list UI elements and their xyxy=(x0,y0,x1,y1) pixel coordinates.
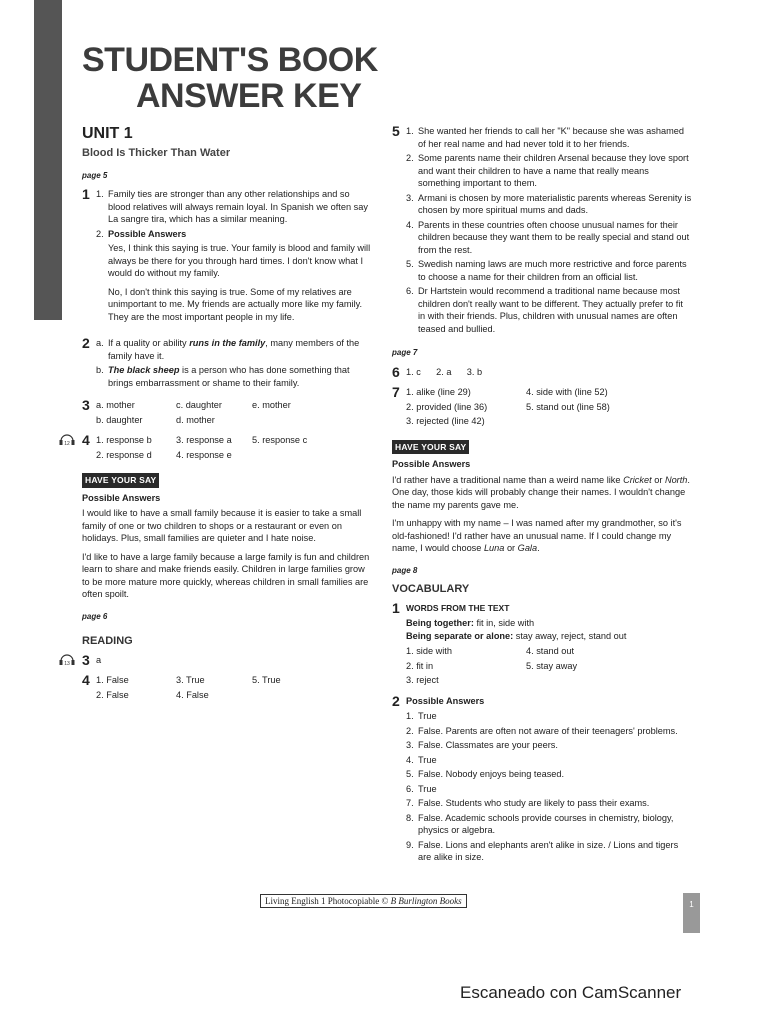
text-run: , many members of the family have it. xyxy=(108,338,360,361)
exercise-number: 6 xyxy=(392,363,400,380)
grid-answer: b. daughter xyxy=(96,414,143,425)
emphasis: Luna xyxy=(483,543,505,553)
item-text: False. Nobody enjoys being teased. xyxy=(418,769,565,779)
emphasis: The black sheep xyxy=(108,365,180,375)
item-number: 4. xyxy=(406,754,414,765)
item-text: False. Classmates are your peers. xyxy=(418,740,558,750)
grid-answer: 2. response d xyxy=(96,449,152,460)
item-number: 5. xyxy=(406,259,414,269)
definition-label: Being separate or alone: xyxy=(406,630,514,641)
title-line-1: STUDENT'S BOOK xyxy=(82,41,378,79)
vocabulary-exercise-1 xyxy=(392,599,692,687)
list-item xyxy=(406,839,692,864)
item-number: 4. xyxy=(406,219,414,230)
text-run: . One day, those kids will probably change their names. I wouldn't change the name my parents gave me. xyxy=(392,474,690,510)
item-number: b. xyxy=(96,365,104,375)
exercise-5 xyxy=(392,125,692,337)
grid-answer: 5. True xyxy=(252,675,281,685)
item-text: False. Academic schools provide courses in chemistry, biology, physics or algebra. xyxy=(418,812,674,835)
track-number: 13 xyxy=(64,660,70,666)
answer-paragraph: Yes, I think this saying is true. Your family is blood and family will always be there for you through hard times. I don't know what I would do without my family. xyxy=(108,243,371,278)
grid-answer: 1. response b xyxy=(96,435,152,445)
item-text: True xyxy=(418,783,437,794)
item-text: Some parents name their children Arsenal because they love sport and want their children to have a name that really means something important to them. xyxy=(418,153,689,188)
sidebar-bar xyxy=(34,0,62,320)
item-number: 8. xyxy=(406,812,414,823)
text-run: I'm unhappy with my name – I was named after my grandmother, so it's old-fashioned! I'd rather have an unusual name. If I could change my name, I would choose xyxy=(392,518,682,553)
item-text: Armani is chosen by more materialistic parents whereas Serenity is chosen by more spiritual mums and dads. xyxy=(418,192,692,215)
item-text: False. Students who study are likely to pass their exams. xyxy=(418,798,650,808)
unit-subtitle: Blood Is Thicker Than Water xyxy=(82,147,231,159)
item-text: She wanted her friends to call her "K" because she was ashamed of her real name and had never told it to her friends. xyxy=(418,126,684,149)
grid-answer: 2. fit in xyxy=(406,660,434,671)
grid-answer: 3. response a xyxy=(176,435,232,445)
item-number: 2. xyxy=(96,228,104,239)
emphasis: Gala xyxy=(517,543,538,553)
publisher-brand: B Burlington Books xyxy=(390,896,462,906)
reading-exercise-4 xyxy=(82,674,372,701)
exercise-number: 1 xyxy=(392,599,400,616)
list-item xyxy=(406,192,692,217)
item-text: False. Lions and elephants aren't alike in size. / Lions and tigers are alike in size. xyxy=(418,839,679,862)
scanner-watermark: Escaneado con CamScanner xyxy=(460,983,682,1002)
page-ref-5: page 5 xyxy=(82,170,108,180)
item-number: 6. xyxy=(406,783,414,794)
item-number: 6. xyxy=(406,286,414,296)
list-item xyxy=(96,364,372,389)
list-item xyxy=(406,768,692,781)
exercise-number: 5 xyxy=(392,123,400,139)
answer-paragraph: No, I don't think this saying is true. Some of my relatives are unimportant to me. My friends are actually more like my family. They are the most important people in my life. xyxy=(108,286,363,322)
definition-label: Being together: xyxy=(406,618,474,628)
list-item xyxy=(406,219,692,257)
exercise-7 xyxy=(392,386,692,428)
emphasis: runs in the family xyxy=(189,338,266,348)
grid-answer: e. mother xyxy=(252,400,291,410)
item-text xyxy=(108,337,372,362)
list-item xyxy=(96,337,372,362)
grid-answer: 1. side with xyxy=(406,646,452,656)
item-text: Possible Answers xyxy=(108,228,187,239)
title-line-2: ANSWER KEY xyxy=(136,77,362,115)
exercise-number: 4 xyxy=(82,432,90,448)
item-number: 1. xyxy=(406,711,414,721)
text-run: If a quality or ability xyxy=(108,338,190,348)
grid-answer: 5. stand out (line 58) xyxy=(526,401,610,412)
page-ref-8: page 8 xyxy=(392,565,418,575)
have-your-say-badge: HAVE YOUR SAY xyxy=(82,473,159,488)
list-item xyxy=(406,797,692,810)
grid-answer: 5. response c xyxy=(252,435,308,445)
section-subhead: Possible Answers xyxy=(82,492,161,503)
list-item xyxy=(406,710,692,723)
grid-answer: 4. side with (line 52) xyxy=(526,387,608,397)
grid-answer: c. daughter xyxy=(176,400,222,410)
item-text: Dr Hartstein would recommend a traditional name because most children don't really want to be different. They actually prefer to fit in with their friends. Plus, children with unusual names are often teased and bullied. xyxy=(418,286,683,334)
exercise-number: 4 xyxy=(82,672,90,688)
answer-paragraph xyxy=(392,474,692,512)
exercise-number: 7 xyxy=(392,384,400,400)
list-item xyxy=(406,754,692,767)
item-number: 9. xyxy=(406,839,414,850)
grid-answer: 4. False xyxy=(176,689,209,700)
item-number: a. xyxy=(96,338,104,348)
item-number: 2. xyxy=(406,725,414,736)
grid-answer: 2. provided (line 36) xyxy=(406,401,488,412)
list-item xyxy=(406,725,692,738)
grid-answer: 1. False xyxy=(96,675,129,685)
footer-text: Living English 1 Photocopiable © xyxy=(265,896,391,906)
answer-paragraph: I'd like to have a large family because a large family is fun and children learn to share and make friends easily. Children in large families grow to be more mature more quickly, whereas children in small families are often spoilt. xyxy=(82,551,370,599)
grid-answer: d. mother xyxy=(176,414,215,425)
right-column xyxy=(392,125,692,874)
text-run: I'd rather have a traditional name than a weird name like xyxy=(392,474,624,485)
list-item xyxy=(406,258,692,283)
item-number: 5. xyxy=(406,769,414,779)
item-number: 3. xyxy=(406,192,414,203)
list-item xyxy=(406,152,692,190)
grid-answer: a. mother xyxy=(96,400,135,410)
section-subhead: Possible Answers xyxy=(392,459,471,469)
item-number: 3. xyxy=(406,740,414,750)
grid-answer: 4. response e xyxy=(176,449,232,460)
item-text: Parents in these countries often choose unusual names for their children because they want them to be really special and stand out from the rest. xyxy=(418,219,690,255)
list-item xyxy=(406,783,692,796)
definition-value: fit in, side with xyxy=(473,618,535,628)
have-your-say-badge: HAVE YOUR SAY xyxy=(392,440,469,455)
text-run: or xyxy=(504,543,518,553)
unit-title: UNIT 1 xyxy=(82,125,133,142)
list-item xyxy=(406,812,692,837)
section-subhead: Possible Answers xyxy=(406,695,485,706)
item-text: Family ties are stronger than any other relationships and so blood relatives will always remain loyal. In Spanish we often say La sangre tira, which has a similar meaning. xyxy=(108,189,368,224)
grid-answer: 1. alike (line 29) xyxy=(406,387,471,397)
grid-answer: 3. True xyxy=(176,675,205,685)
grid-answer: 2. False xyxy=(96,689,129,700)
item-number: 7. xyxy=(406,798,414,808)
text-run: is a person who has done something that brings embarrassment or shame to their family. xyxy=(108,365,350,388)
exercise-number: 1 xyxy=(82,186,90,202)
definition-value: stay away, reject, stand out xyxy=(513,630,627,641)
headphones-icon xyxy=(58,652,76,666)
page-number-tab: 1 xyxy=(683,893,700,933)
list-item xyxy=(96,188,372,226)
emphasis: North xyxy=(664,474,688,485)
item-number: 1. xyxy=(406,126,414,136)
page-ref-7: page 7 xyxy=(392,348,418,357)
exercise-1 xyxy=(82,188,372,329)
exercise-3 xyxy=(82,399,372,426)
exercise-number: 3 xyxy=(82,397,90,413)
answer-paragraph: I would like to have a small family because it is easier to take a small family of one or two children to shops or a restaurant or even on holidays. Plus, small families are quieter and I hate noise. xyxy=(82,508,362,543)
exercise-2 xyxy=(82,337,372,391)
exercise-number: 2 xyxy=(392,692,400,709)
item-number: 1. xyxy=(96,189,104,199)
subsection-heading: WORDS FROM THE TEXT xyxy=(406,602,510,613)
item-number: 2. xyxy=(406,153,414,163)
track-number: 12 xyxy=(64,441,70,446)
footer-copyright xyxy=(260,894,467,908)
page-title xyxy=(82,42,378,114)
exercise-6 xyxy=(392,363,692,380)
definition-line xyxy=(406,630,692,643)
answers: 1. c 2. a 3. b xyxy=(406,366,483,377)
list-item xyxy=(96,228,372,241)
text-run: . xyxy=(537,543,540,553)
exercise-number: 3 xyxy=(82,651,90,668)
item-text xyxy=(108,364,372,389)
answer-paragraph xyxy=(392,517,692,555)
item-text: True xyxy=(418,711,437,721)
answer: a xyxy=(96,654,102,665)
grid-answer: 5. stay away xyxy=(526,660,578,671)
text-run: or xyxy=(651,474,665,485)
exercise-4 xyxy=(64,432,372,461)
grid-answer: 4. stand out xyxy=(526,646,575,656)
item-text: Swedish naming laws are much more restrictive and force parents to choose a name for their children from an official list. xyxy=(418,259,687,282)
grid-answer: 3. reject xyxy=(406,675,439,685)
section-heading-vocabulary: VOCABULARY xyxy=(392,583,470,595)
list-item xyxy=(406,125,692,150)
exercise-number: 2 xyxy=(82,335,90,351)
left-column xyxy=(64,125,372,709)
list-item xyxy=(406,739,692,752)
item-text: True xyxy=(418,754,437,765)
item-text: False. Parents are often not aware of their teenagers' problems. xyxy=(418,725,678,736)
list-item xyxy=(406,285,692,335)
headphones-icon xyxy=(58,432,76,446)
definition-line xyxy=(406,617,692,630)
section-heading-reading: READING xyxy=(82,635,133,647)
grid-answer: 3. rejected (line 42) xyxy=(406,416,485,426)
reading-exercise-3 xyxy=(64,651,372,668)
vocabulary-exercise-2 xyxy=(392,692,692,866)
page-ref-6: page 6 xyxy=(82,611,108,621)
emphasis: Cricket xyxy=(623,474,652,485)
